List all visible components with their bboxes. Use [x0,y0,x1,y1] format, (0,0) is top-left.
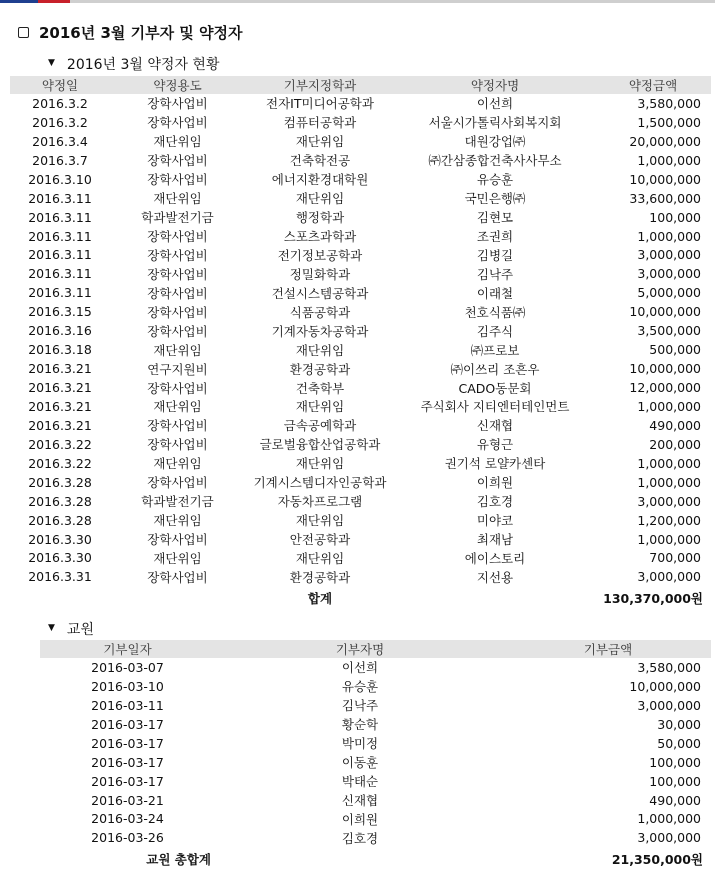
designated-dept-cell: 재단위임 [295,342,345,358]
donation-amount-cell: 100,000 [649,754,701,770]
pledger-name-cell: 김호경 [476,494,514,510]
pledge-purpose-cell: 장학사업비 [147,247,208,263]
pledge-purpose-cell: 장학사업비 [147,418,208,434]
pledge-date-cell: 2016.3.30 [28,550,92,566]
designated-dept-cell: 컴퓨터공학과 [283,115,357,131]
pledge-amount-cell: 20,000,000 [629,133,701,149]
faculty-table-header-row [40,640,711,658]
pledge-amount-cell: 33,600,000 [629,190,701,206]
faculty-table [40,640,711,871]
table-row [10,227,711,246]
faculty-section-title-text: 교원 [66,622,94,638]
pledge-amount-cell: 10,000,000 [629,304,701,320]
pledge-date-cell: 2016.3.21 [28,380,92,396]
designated-dept-cell: 재단위임 [295,134,345,150]
designated-dept-cell: 에너지환경대학원 [271,172,369,188]
pledge-date-cell: 2016.3.11 [28,209,92,225]
table-row [40,658,711,677]
table-row [10,283,711,302]
designated-dept-cell: 재단위임 [295,191,345,207]
table-row [10,321,711,340]
table-row [40,677,711,696]
pledger-name-cell: 국민은행㈜ [464,191,526,207]
pledger-name-cell: ㈜이쓰리 조흔우 [450,361,540,377]
pledger-name-cell: 유형근 [476,437,514,453]
pledge-purpose-cell: 학과발전기금 [141,210,214,226]
designated-dept-cell: 전자IT미디어공학과 [266,96,374,112]
donation-date-cell: 2016-03-10 [91,678,164,694]
table-row [40,791,711,810]
table-row [40,772,711,791]
designated-dept-cell: 행정학과 [295,210,345,226]
pledge-purpose-cell: 연구지원비 [147,361,208,377]
donation-date-cell: 2016-03-17 [91,735,164,751]
pledge-date-cell: 2016.3.31 [28,569,92,585]
pledge-amount-cell: 700,000 [649,550,701,566]
designated-dept-cell: 환경공학과 [289,361,351,377]
pledger-name-cell: CADO동문회 [458,380,532,396]
header-pledge-date: 약정일 [10,76,110,94]
pledge-date-cell: 2016.3.11 [28,285,92,301]
designated-dept-cell: 기계시스템디자인공학과 [253,475,387,491]
donor-name-cell: 박태순 [341,774,379,790]
pledge-amount-cell: 1,000,000 [637,455,701,471]
pledger-name-cell: 김주식 [476,323,514,339]
pledge-purpose-cell: 재단위임 [153,399,202,415]
pledge-amount-cell: 3,000,000 [637,569,701,585]
pledge-table [10,76,711,610]
spacer-cell [215,847,505,871]
pledge-date-cell: 2016.3.18 [28,342,92,358]
donor-name-cell: 김낙주 [341,698,379,714]
designated-dept-cell: 안전공학과 [289,532,351,548]
table-row [10,264,711,283]
square-bullet-icon [18,27,29,38]
table-row [40,753,711,772]
donation-amount-cell: 100,000 [649,773,701,789]
pledge-amount-cell: 1,500,000 [637,114,701,130]
table-row [10,549,711,568]
header-pledger-name: 약정자명 [395,76,595,94]
pledger-name-cell: 이래철 [476,285,514,301]
donation-amount-cell: 3,000,000 [637,697,701,713]
pledge-date-cell: 2016.3.30 [28,531,92,547]
table-row [10,473,711,492]
header-donation-date: 기부일자 [40,640,215,658]
table-row [40,696,711,715]
pledger-name-cell: 천호식품㈜ [464,304,526,320]
pledge-purpose-cell: 장학사업비 [147,437,208,453]
donor-name-cell: 유승훈 [341,679,379,695]
pledge-amount-cell: 500,000 [649,342,701,358]
pledger-name-cell: 서울시가톨릭사회복지회 [428,115,562,131]
pledge-date-cell: 2016.3.11 [28,190,92,206]
header-donation-amount: 기부금액 [505,640,711,658]
designated-dept-cell: 재단위임 [295,513,345,529]
pledge-amount-cell: 1,000,000 [637,531,701,547]
pledge-purpose-cell: 장학사업비 [147,304,208,320]
table-row [10,94,711,113]
donor-name-cell: 이동훈 [341,755,379,771]
pledge-amount-cell: 3,580,000 [637,95,701,111]
pledge-amount-cell: 1,200,000 [637,512,701,528]
donation-date-cell: 2016-03-07 [91,659,164,675]
pledge-amount-cell: 12,000,000 [629,380,701,396]
pledge-amount-cell: 10,000,000 [629,361,701,377]
pledge-purpose-cell: 장학사업비 [147,172,208,188]
pledge-purpose-cell: 장학사업비 [147,475,208,491]
table-row [10,492,711,511]
pledge-purpose-cell: 학과발전기금 [141,494,214,510]
table-row [40,734,711,753]
pledge-purpose-cell: 장학사업비 [147,266,208,282]
pledger-name-cell: 조권희 [476,229,514,245]
table-row [10,511,711,530]
table-row [10,246,711,265]
pledge-purpose-cell: 재단위임 [153,513,202,529]
pledger-name-cell: 김현모 [476,210,514,226]
table-row [10,416,711,435]
pledge-section-title [48,54,219,74]
pledge-date-cell: 2016.3.10 [28,171,92,187]
designated-dept-cell: 재단위임 [295,456,345,472]
donation-date-cell: 2016-03-17 [91,754,164,770]
pledge-purpose-cell: 재단위임 [153,550,202,566]
pledge-amount-cell: 1,000,000 [637,474,701,490]
designated-dept-cell: 글로벌융합산업공학과 [259,437,381,453]
triangle-bullet-icon: ▼ [48,623,55,633]
pledge-date-cell: 2016.3.22 [28,436,92,452]
pledge-purpose-cell: 장학사업비 [147,532,208,548]
pledge-date-cell: 2016.3.28 [28,493,92,509]
pledge-purpose-cell: 장학사업비 [147,229,208,245]
pledge-date-cell: 2016.3.2 [32,114,88,130]
faculty-total-label: 교원 총합계 [146,852,211,868]
pledge-date-cell: 2016.3.28 [28,474,92,490]
pledge-date-cell: 2016.3.11 [28,247,92,263]
table-row [40,828,711,847]
donation-date-cell: 2016-03-24 [91,811,164,827]
pledger-name-cell: 미야코 [476,513,514,529]
donation-amount-cell: 10,000,000 [629,678,701,694]
pledge-date-cell: 2016.3.21 [28,398,92,414]
donor-name-cell: 황순학 [341,717,379,733]
pledge-purpose-cell: 장학사업비 [147,323,208,339]
page-title-text: 2016년 3월 기부자 및 약정자 [39,24,243,42]
pledge-amount-cell: 490,000 [649,417,701,433]
pledge-purpose-cell: 재단위임 [153,342,202,358]
pledge-table-header-row [10,76,711,94]
pledge-date-cell: 2016.3.21 [28,361,92,377]
pledger-name-cell: 지선용 [476,569,514,585]
pledge-purpose-cell: 장학사업비 [147,285,208,301]
pledge-amount-cell: 3,000,000 [637,247,701,263]
designated-dept-cell: 금속공예학과 [283,418,357,434]
designated-dept-cell: 재단위임 [295,399,345,415]
table-row [10,530,711,549]
donor-name-cell: 이희원 [341,811,379,827]
pledge-amount-cell: 3,000,000 [637,266,701,282]
donation-date-cell: 2016-03-26 [91,830,164,846]
pledge-total-row [10,586,711,610]
pledge-purpose-cell: 장학사업비 [147,96,208,112]
designated-dept-cell: 스포츠과학과 [283,229,357,245]
header-pledge-amount: 약정금액 [595,76,711,94]
designated-dept-cell: 환경공학과 [289,569,351,585]
pledger-name-cell: 주식회사 지티엔터테인먼트 [420,399,570,415]
pledge-date-cell: 2016.3.7 [32,152,88,168]
pledge-date-cell: 2016.3.21 [28,417,92,433]
pledge-amount-cell: 3,500,000 [637,323,701,339]
page-title [18,22,243,43]
donation-amount-cell: 490,000 [649,792,701,808]
pledge-purpose-cell: 장학사업비 [147,153,208,169]
table-row [10,189,711,208]
donation-amount-cell: 3,000,000 [637,830,701,846]
pledge-purpose-cell: 장학사업비 [147,569,208,585]
designated-dept-cell: 기계자동차공학과 [271,323,369,339]
pledger-name-cell: 김낙주 [476,266,514,282]
donation-amount-cell: 30,000 [657,716,701,732]
table-row [10,340,711,359]
donation-date-cell: 2016-03-11 [91,697,164,713]
designated-dept-cell: 자동차프로그램 [277,494,363,510]
table-row [10,454,711,473]
header-pledge-purpose: 약정용도 [110,76,245,94]
designated-dept-cell: 재단위임 [295,550,345,566]
designated-dept-cell: 전기정보공학과 [277,247,363,263]
pledge-amount-cell: 1,000,000 [637,152,701,168]
donor-name-cell: 신재협 [341,793,379,809]
spacer-cell [10,586,245,610]
pledge-purpose-cell: 장학사업비 [147,380,208,396]
pledge-date-cell: 2016.3.11 [28,266,92,282]
header-donor-name: 기부자명 [215,640,505,658]
pledge-purpose-cell: 재단위임 [153,191,202,207]
pledge-purpose-cell: 재단위임 [153,456,202,472]
pledger-name-cell: 김병길 [476,247,514,263]
designated-dept-cell: 건설시스템공학과 [271,285,369,301]
pledge-date-cell: 2016.3.28 [28,512,92,528]
table-row [40,715,711,734]
donor-name-cell: 이선희 [341,660,379,676]
designated-dept-cell: 건축학전공 [289,153,351,169]
pledge-date-cell: 2016.3.22 [28,455,92,471]
donation-amount-cell: 1,000,000 [637,811,701,827]
designated-dept-cell: 식품공학과 [289,304,351,320]
top-accent-blue [0,0,38,3]
table-row [10,208,711,227]
donation-date-cell: 2016-03-17 [91,716,164,732]
faculty-total-row [40,847,711,871]
pledger-name-cell: ㈜간삼종합건축사사무소 [428,153,562,169]
pledge-date-cell: 2016.3.4 [32,133,88,149]
pledger-name-cell: ㈜프로보 [470,342,520,358]
pledge-date-cell: 2016.3.15 [28,304,92,320]
pledger-name-cell: 이선희 [476,96,514,112]
top-accent-bar [0,0,715,3]
donation-date-cell: 2016-03-21 [91,792,164,808]
donation-amount-cell: 50,000 [657,735,701,751]
table-row [10,132,711,151]
pledge-date-cell: 2016.3.16 [28,323,92,339]
table-row [10,378,711,397]
pledge-amount-cell: 1,000,000 [637,228,701,244]
designated-dept-cell: 건축학부 [295,380,345,396]
pledger-name-cell: 최재남 [476,532,514,548]
table-row [10,435,711,454]
faculty-total-value: 21,350,000원 [611,852,703,868]
pledge-amount-cell: 3,000,000 [637,493,701,509]
table-row [10,302,711,321]
pledge-amount-cell: 10,000,000 [629,171,701,187]
pledge-amount-cell: 100,000 [649,209,701,225]
pledge-purpose-cell: 장학사업비 [147,115,208,131]
header-designated-dept: 기부지정학과 [245,76,395,94]
pledge-date-cell: 2016.3.2 [32,95,88,111]
pledge-section-title-text: 2016년 3월 약정자 현황 [66,57,220,73]
pledge-amount-cell: 200,000 [649,436,701,452]
pledger-name-cell: 대원강업㈜ [464,134,526,150]
triangle-bullet-icon: ▼ [48,58,55,68]
pledge-total-label: 합계 [307,591,333,607]
pledge-purpose-cell: 재단위임 [153,134,202,150]
faculty-section-title [48,619,94,639]
pledge-date-cell: 2016.3.11 [28,228,92,244]
pledger-name-cell: 이희원 [476,475,514,491]
pledger-name-cell: 유승훈 [476,172,514,188]
table-row [10,170,711,189]
top-accent-red [38,0,70,3]
donor-name-cell: 박미정 [341,736,379,752]
donor-name-cell: 김호경 [341,830,379,846]
table-row [10,151,711,170]
table-row [10,113,711,132]
pledger-name-cell: 에이스토리 [464,550,526,566]
pledge-total-value: 130,370,000원 [603,591,703,607]
table-row [10,397,711,416]
donation-date-cell: 2016-03-17 [91,773,164,789]
table-row [40,810,711,829]
pledge-amount-cell: 5,000,000 [637,285,701,301]
spacer-cell [395,586,595,610]
table-row [10,359,711,378]
pledger-name-cell: 신재협 [476,418,514,434]
table-row [10,567,711,586]
pledger-name-cell: 권기석 로얄카센타 [444,456,546,472]
pledge-amount-cell: 1,000,000 [637,398,701,414]
designated-dept-cell: 정밀화학과 [289,266,351,282]
donation-amount-cell: 3,580,000 [637,659,701,675]
